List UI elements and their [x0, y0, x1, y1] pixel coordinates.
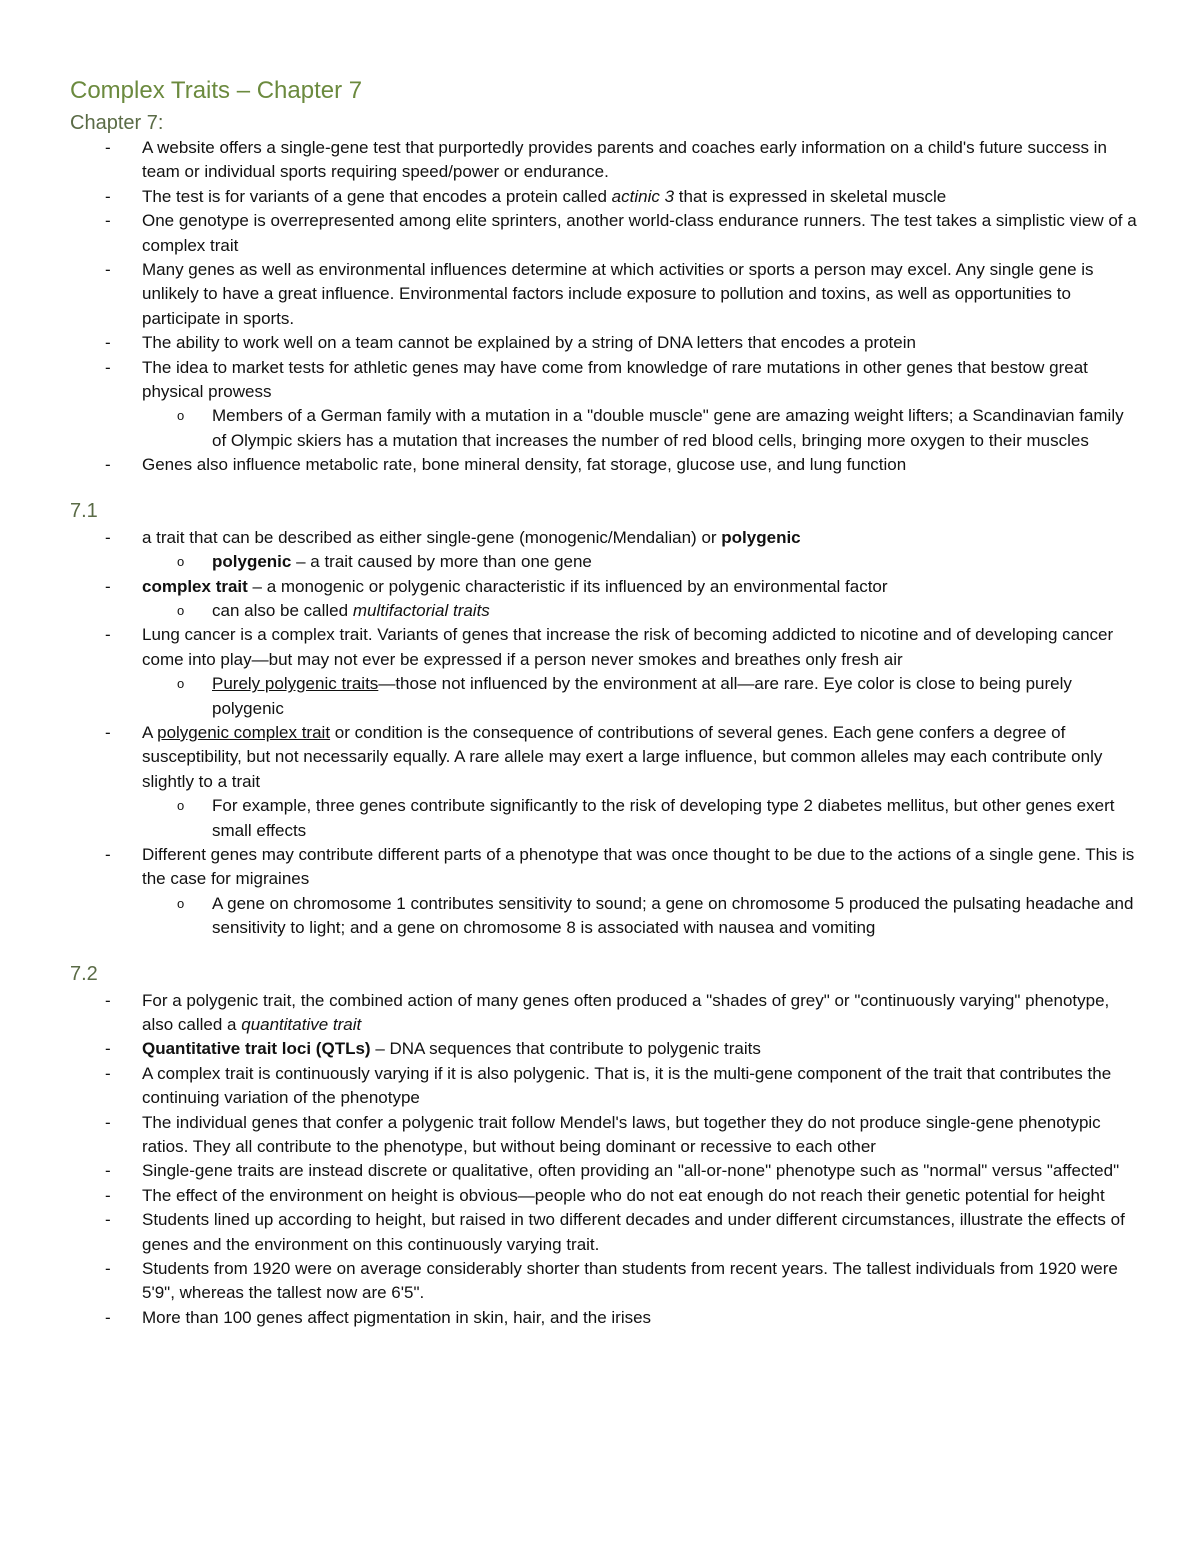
section-7-2-list — [70, 989, 1140, 1331]
list-item: - The ability to work well on a team cannot be explained by a string of DNA letters that encodes a protein — [70, 331, 1140, 355]
list-item: - Lung cancer is a complex trait. Variants of genes that increase the risk of becoming addicted to nicotine and of developing cancer come into play—but may not ever be expressed if a person never smokes and breathes only fresh air o Purely polygenic traits—those not influenced by the environment at all—are rare. Eye color is close to being purely polygenic — [70, 623, 1140, 721]
list-item: - The test is for variants of a gene that encodes a protein called actinic 3 that is expressed in skeletal muscle — [70, 185, 1140, 209]
underlined-term: polygenic complex trait — [157, 722, 331, 742]
dash-bullet: - — [105, 455, 111, 475]
circle-bullet: o — [177, 798, 185, 814]
dash-bullet: - — [105, 211, 111, 231]
dash-bullet: - — [105, 357, 111, 377]
list-item: - Quantitative trait loci (QTLs) – DNA sequences that contribute to polygenic traits — [70, 1037, 1140, 1061]
sub-list — [142, 892, 1140, 941]
document-title: Complex Traits – Chapter 7 — [70, 77, 363, 104]
bold-term: Quantitative trait loci (QTLs) — [142, 1039, 371, 1059]
sub-list-item: o Members of a German family with a mutation in a "double muscle" gene are amazing weight lifters; a Scandinavian family of Olympic skiers has a mutation that increases the number of red blood cells, bringing more oxygen to their muscles — [177, 406, 1124, 450]
dash-bullet: - — [105, 625, 111, 645]
dash-bullet: - — [105, 1039, 111, 1059]
dash-bullet: - — [105, 186, 111, 206]
dash-bullet: - — [105, 260, 111, 280]
list-item: - complex trait – a monogenic or polygenic characteristic if its influenced by an environmental factor o can also be called multifactorial traits — [70, 575, 1140, 624]
emphasis-text: quantitative trait — [241, 1015, 362, 1034]
list-item: - Different genes may contribute different parts of a phenotype that was once thought to be due to the actions of a single gene. This is the case for migraines o A gene on chromosome 1 contributes sensitivity to sound; a gene on chromosome 5 produced the pulsating headache and sensitivity to light; and a gene on chromosome 8 is associated with nausea and vomiting — [70, 843, 1140, 941]
dash-bullet: - — [105, 1112, 111, 1132]
sub-list-item: o Purely polygenic traits—those not influenced by the environment at all—are rare. Eye color is close to being purely polygenic — [177, 674, 1072, 718]
chapter7-list — [70, 136, 1140, 478]
list-item: - The effect of the environment on height is obvious—people who do not eat enough do not reach their genetic potential for height — [70, 1184, 1140, 1208]
dash-bullet: - — [105, 576, 111, 596]
circle-bullet: o — [177, 408, 185, 424]
chapter-heading: Chapter 7: — [70, 112, 164, 134]
dash-bullet: - — [105, 1307, 111, 1327]
sub-list — [142, 794, 1140, 843]
sub-list-item: o can also be called multifactorial traits — [70, 599, 1140, 623]
dash-bullet: - — [105, 722, 111, 742]
list-item: - Many genes as well as environmental influences determine at which activities or sports a person may excel. Any single gene is unlikely to have a great influence. Environmental factors include exposure to pollution and toxins, as well as opportunities to participate in sports. — [105, 260, 1094, 328]
sub-list-item: o polygenic – a trait caused by more than one gene — [70, 550, 1140, 574]
circle-bullet: o — [177, 895, 185, 911]
section-7-1-list — [70, 526, 1140, 941]
list-item: - Genes also influence metabolic rate, bone mineral density, fat storage, glucose use, and lung function — [70, 453, 1140, 477]
dash-bullet: - — [105, 844, 111, 864]
dash-bullet: - — [105, 333, 111, 353]
sub-list — [142, 599, 1140, 623]
emphasis-text: multifactorial traits — [352, 600, 490, 620]
sub-list — [142, 672, 1140, 721]
dash-bullet: - — [105, 1063, 111, 1083]
circle-bullet: o — [177, 676, 185, 692]
dash-bullet: - — [105, 1185, 111, 1205]
section-heading-7-1: 7.1 — [70, 499, 98, 522]
list-item: - For a polygenic trait, the combined action of many genes often produced a "shades of grey" or "continuously varying" phenotype, also called a quantitative trait — [105, 990, 1110, 1034]
bold-term: complex trait — [142, 576, 248, 596]
list-item: - A complex trait is continuously varying if it is also polygenic. That is, it is the multi-gene component of the trait that contributes the continuing variation of the phenotype — [105, 1063, 1112, 1108]
section-heading-7-2: 7.2 — [70, 962, 98, 985]
sub-list — [142, 550, 1140, 574]
list-item: - The individual genes that confer a polygenic trait follow Mendel's laws, but together they do not produce single-gene phenotypic ratios. They all contribute to the phenotype, but without being dominant or recessive to each other — [105, 1112, 1101, 1157]
emphasis-text: actinic 3 — [611, 186, 675, 206]
list-item: - Single-gene traits are instead discrete or qualitative, often providing an "all-or-none" phenotype such as "normal" versus "affected" — [70, 1159, 1140, 1183]
list-item: - A website offers a single-gene test that purportedly provides parents and coaches early information on a child's future success in team or individual sports requiring speed/power or endurance. — [105, 138, 1107, 182]
bold-term: polygenic — [721, 527, 801, 547]
sub-list-item: o For example, three genes contribute significantly to the risk of developing type 2 diabetes mellitus, but other genes exert small effects — [177, 796, 1115, 840]
underlined-term: Purely polygenic traits — [212, 674, 379, 694]
list-item: - A polygenic complex trait or condition is the consequence of contributions of several genes. Each gene confers a degree of susceptibility, but not necessarily equally. A rare allele may exert a large influence, but common alleles may each contribute only slightly to a trait o For example, three genes contribute significantly to the risk of developing type 2 diabetes mellitus, but other genes exert small effects — [70, 721, 1140, 843]
list-item: - Students lined up according to height, but raised in two different decades and under different circumstances, illustrate the effects of genes and the environment on this continuously varying trait. — [105, 1210, 1125, 1254]
circle-bullet: o — [177, 602, 185, 618]
dash-bullet: - — [105, 990, 111, 1010]
list-item: - a trait that can be described as either single-gene (monogenic/Mendalian) or polygenic o polygenic – a trait caused by more than one gene — [70, 526, 1140, 575]
list-item: - Students from 1920 were on average considerably shorter than students from recent years. The tallest individuals from 1920 were 5'9", whereas the tallest now are 6'5". — [105, 1259, 1118, 1303]
sub-list — [142, 404, 1140, 453]
sub-list-item: o A gene on chromosome 1 contributes sensitivity to sound; a gene on chromosome 5 produced the pulsating headache and sensitivity to light; and a gene on chromosome 8 is associated with nausea and vomiting — [177, 893, 1134, 938]
list-item: - One genotype is overrepresented among elite sprinters, another world-class endurance runners. The test takes a simplistic view of a complex trait — [105, 211, 1137, 255]
list-item: - More than 100 genes affect pigmentation in skin, hair, and the irises — [70, 1306, 1140, 1330]
dash-bullet: - — [105, 1161, 111, 1181]
dash-bullet: - — [105, 138, 111, 157]
dash-bullet: - — [105, 1210, 111, 1230]
dash-bullet: - — [105, 1259, 111, 1279]
circle-bullet: o — [177, 554, 185, 570]
bold-term: polygenic — [212, 552, 292, 572]
list-item: - The idea to market tests for athletic genes may have come from knowledge of rare mutations in other genes that bestow great physical prowess o Members of a German family with a mutation in a "double muscle" gene are amazing weight lifters; a Scandinavian family of Olympic skiers has a mutation that increases the number of red blood cells, bringing more oxygen to their muscles — [70, 356, 1140, 454]
dash-bullet: - — [105, 527, 111, 547]
